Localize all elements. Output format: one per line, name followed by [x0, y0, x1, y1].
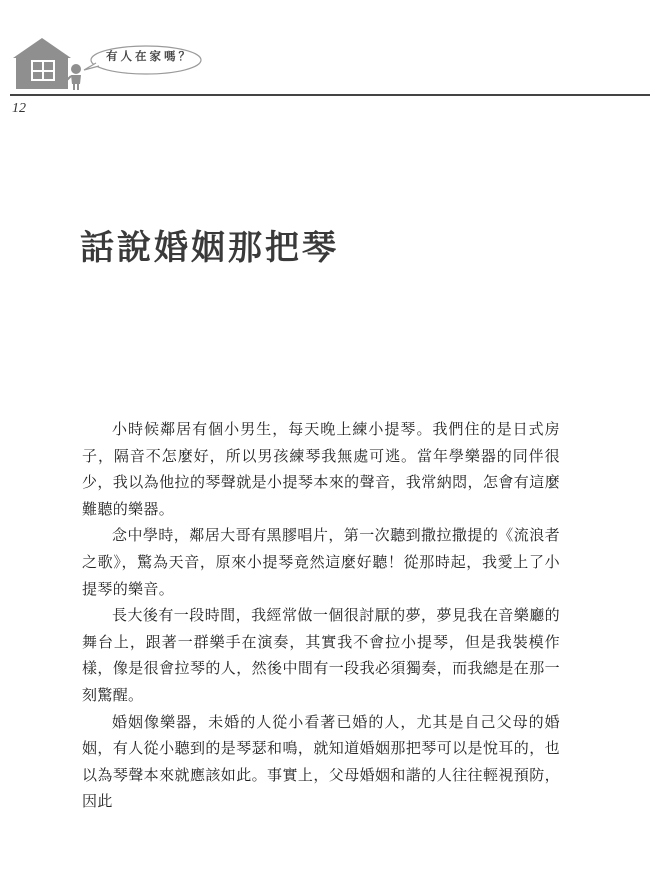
page-number: 12	[12, 101, 26, 116]
paragraph: 念中學時，鄰居大哥有黑膠唱片，第一次聽到撒拉撒提的《流浪者之歌》，驚為天音，原來小提琴竟然這麼好聽！從那時起，我愛上了小提琴的樂音。	[82, 526, 560, 598]
header-divider	[10, 94, 650, 96]
body-text	[82, 416, 560, 815]
child-figure-icon	[67, 64, 81, 90]
paragraph: 婚姻像樂器，未婚的人從小看著已婚的人，尤其是自己父母的婚姻，有人從小聽到的是琴瑟和鳴，就知道婚姻那把琴可以是悅耳的，也以為琴聲本來就應該如此。事實上，父母婚姻和諧的人往往輕視預防，因此	[82, 712, 560, 811]
speech-bubble-text: 有人在家嗎？	[106, 49, 193, 63]
paragraph: 長大後有一段時間，我經常做一個很討厭的夢，夢見我在音樂廳的舞台上，跟著一群樂手在演奏，其實我不會拉小提琴，但是我裝模作樣，像是很會拉琴的人，然後中間有一段我必須獨奏，而我總是在那一刻驚醒。	[82, 606, 560, 704]
paragraph: 小時候鄰居有個小男生，每天晚上練小提琴。我們住的是日式房子，隔音不怎麼好，所以男孩練琴我無處可逃。當年學樂器的同伴很少，我以為他拉的琴聲就是小提琴本來的聲音，我常納悶，怎會有這麼難聽的樂器。	[82, 420, 560, 518]
chapter-title: 話說婚姻那把琴	[80, 228, 339, 268]
